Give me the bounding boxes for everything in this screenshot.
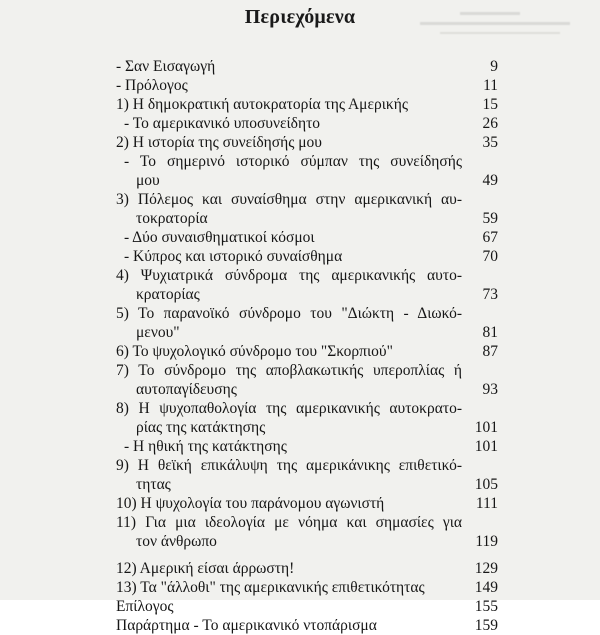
toc-entry-title: μου [136, 172, 160, 189]
toc-entry [116, 133, 498, 152]
toc-entry-page: 49 [482, 172, 498, 189]
toc-entry-title: τον άνθρωπο [136, 533, 217, 550]
toc-entry-title: - Κύπρος και ιστορικό συναίσθημα [124, 248, 343, 265]
toc-entry-title: Επίλογος [116, 598, 174, 615]
toc-entry-page: 93 [482, 381, 498, 398]
toc-entry-page: 67 [482, 229, 498, 246]
toc-entry [116, 95, 498, 114]
toc-entry-title: 5) Το παρανοϊκό σύνδρομο του "Διώκτη - Διωκό- [116, 305, 462, 322]
toc-entry [116, 228, 498, 247]
toc-entry-title: κρατορίας [136, 286, 200, 303]
toc-entry [116, 399, 498, 418]
toc-entry-title: 11) Για μια ιδεολογία με νόημα και σημασίες για [116, 514, 462, 531]
toc-entry-page: 111 [475, 495, 498, 512]
toc-entry [116, 616, 498, 635]
toc-entry-page: 73 [482, 286, 498, 303]
toc-entry-title: - Το σημερινό ιστορικό σύμπαν της συνείδησής [124, 153, 462, 170]
toc-entry-page: 87 [482, 343, 498, 360]
toc-entry-page: 159 [474, 617, 498, 634]
toc-entry-page: 9 [490, 58, 498, 75]
toc-entry [116, 209, 498, 228]
toc-entry-title: αυτοπαγίδευσης [136, 381, 237, 398]
toc-entry [116, 578, 498, 597]
toc-entry-title: 9) Η θεϊκή επικάλυψη της αμερικάνικης επιθετικό- [116, 457, 462, 474]
toc-entry [116, 114, 498, 133]
toc-entry-title: 2) Η ιστορία της συνείδησής μου [116, 134, 322, 151]
toc-entry [116, 456, 498, 475]
toc-entry [116, 513, 498, 532]
toc-entry [116, 475, 498, 494]
toc-entry-title: 12) Αμερική είσαι άρρωστη! [116, 560, 295, 577]
toc-entry [116, 494, 498, 513]
toc-entry-title: - Δύο συναισθηματικοί κόσμοι [124, 229, 315, 246]
toc-entry [116, 559, 498, 578]
toc-entry [116, 152, 498, 171]
toc-entry [116, 597, 498, 616]
toc-entry [116, 171, 498, 190]
toc-entry-page: 101 [474, 419, 498, 436]
toc-entry [116, 532, 498, 551]
toc-entry [116, 76, 498, 95]
toc-entry-title: ρίας της κατάκτησης [136, 419, 266, 436]
toc-entry [116, 361, 498, 380]
toc-entry-title: - Πρόλογος [116, 77, 188, 94]
toc-entry-title: τοκρατορία [136, 210, 208, 227]
toc-entry-title: Παράρτημα - Το αμερικανικό ντοπάρισμα [116, 617, 377, 634]
toc-entry [116, 247, 498, 266]
toc-entry-title: - Σαν Εισαγωγή [116, 58, 216, 75]
page-title: Περιεχόμενα [244, 6, 356, 28]
toc-entry-page: 149 [474, 579, 498, 596]
toc-entry [116, 266, 498, 285]
toc-entry-title: 1) Η δημοκρατική αυτοκρατορία της Αμερικής [116, 96, 408, 113]
toc-entry-title: - Η ηθική της κατάκτησης [124, 438, 287, 455]
toc-entry [116, 342, 498, 361]
toc-entry-page: 26 [482, 115, 498, 132]
toc-entry-title: 3) Πόλεμος και συναίσθημα στην αμερικανική αυ- [116, 191, 462, 208]
toc-entry-page: 35 [482, 134, 498, 151]
toc-entry-title: μενου" [136, 324, 180, 341]
toc-entry-page: 119 [475, 533, 498, 550]
toc-entry-title: 10) Η ψυχολογία του παράνομου αγωνιστή [116, 495, 385, 512]
toc-entry [116, 437, 498, 456]
toc-entry [116, 190, 498, 209]
toc-entry-title: - Το αμερικανικό υποσυνείδητο [124, 115, 321, 132]
toc-entry [116, 57, 498, 76]
table-of-contents [116, 57, 498, 635]
toc-entry-page: 155 [474, 598, 498, 615]
toc-entry-title: 4) Ψυχιατρικά σύνδρομα της αμερικανικής αυτο- [116, 267, 462, 284]
toc-entry-title: 6) Το ψυχολογικό σύνδρομο του "Σκορπιού" [116, 343, 393, 360]
toc-entry-title: τητας [136, 476, 171, 493]
toc-entry-page: 15 [482, 96, 498, 113]
toc-entry-title: 7) Το σύνδρομο της αποβλακωτικής υπεροπλίας ή [116, 362, 462, 379]
toc-entry [116, 285, 498, 304]
toc-entry [116, 380, 498, 399]
toc-entry-page: 59 [482, 210, 498, 227]
toc-entry-page: 129 [474, 560, 498, 577]
toc-entry-page: 101 [474, 438, 498, 455]
toc-entry [116, 418, 498, 437]
toc-entry [116, 323, 498, 342]
toc-entry-page: 105 [474, 476, 498, 493]
toc-entry-title: 8) Η ψυχοπαθολογία της αμερικανικής αυτοκρατο- [116, 400, 462, 417]
toc-entry-title: 13) Τα "άλλοθι" της αμερικανικής επιθετικότητας [116, 579, 425, 596]
toc-entry-page: 81 [482, 324, 498, 341]
toc-entry-page: 70 [482, 248, 498, 265]
toc-entry [116, 304, 498, 323]
toc-entry-page: 11 [483, 77, 498, 94]
